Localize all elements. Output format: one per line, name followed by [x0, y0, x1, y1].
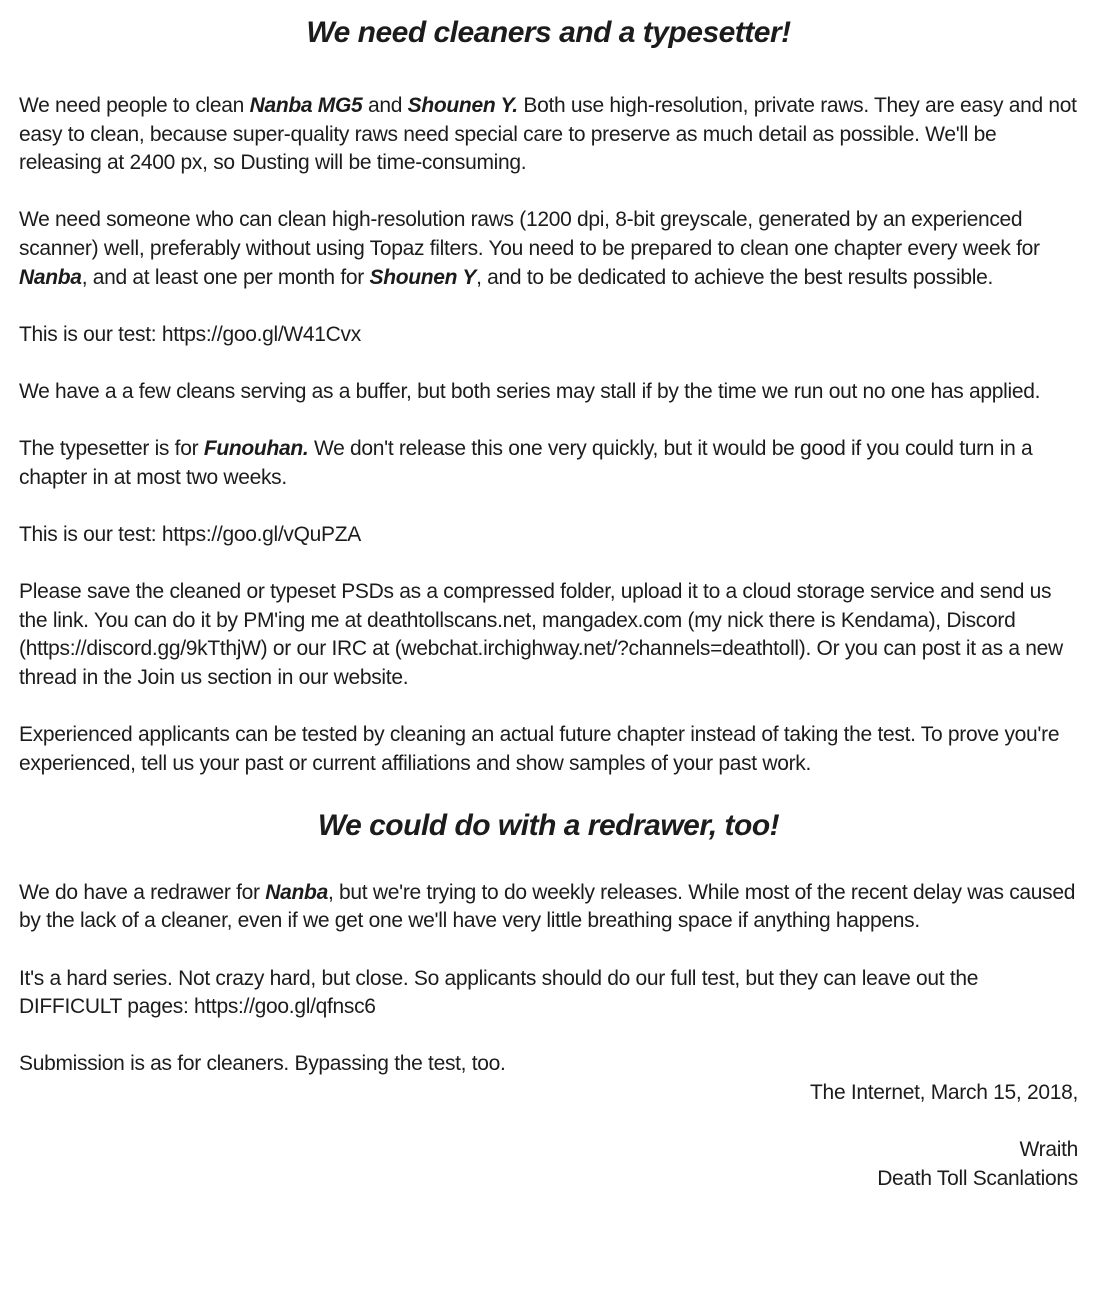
signature-dateline: The Internet, March 15, 2018,: [810, 1081, 1078, 1104]
series-title: Shounen Y.: [407, 94, 518, 117]
text-run: Please save the cleaned or typeset PSDs as a compressed folder, upload it to a cloud storage service and send us the link. You can do it by PM'ing me at deathtollscans.net, mangadex.com (my nick there is Kendama), Discord (: [19, 580, 1052, 661]
url-link[interactable]: https://goo.gl/vQuPZA: [161, 522, 361, 546]
series-title: Nanba: [19, 265, 82, 289]
paragraph: [19, 321, 1078, 350]
text-run: We need people to clean: [19, 94, 250, 117]
paragraph: [19, 965, 1078, 1022]
paragraph: [19, 378, 1078, 407]
paragraph: [19, 206, 1078, 292]
redrawer-heading: We could do with a redrawer, too!: [317, 808, 780, 842]
text-run: Submission is as for cleaners. Bypassing the test, too.: [19, 1052, 506, 1076]
text-run: We need someone who can clean high-resolution raws (1200 dpi, 8-bit greyscale, generated by an experienced scanner) well, preferably without using Topaz filters. You need to be prepared to clean one chapter every week for: [19, 208, 1040, 260]
cleaners-section: [19, 92, 1078, 778]
text-run: The typesetter is for: [19, 437, 204, 461]
paragraph: [19, 578, 1078, 692]
url-link[interactable]: https://goo.gl/qfnsc6: [194, 995, 376, 1019]
text-run: , and to be dedicated to achieve the best results possible.: [476, 265, 994, 289]
redrawer-section: [19, 879, 1078, 1079]
paragraph: [19, 879, 1078, 936]
signature-name: Wraith: [1019, 1138, 1078, 1162]
text-run: and: [362, 94, 408, 117]
text-run: This is our test:: [19, 322, 162, 346]
text-run: , and at least one per month for: [81, 265, 370, 289]
text-run: Both use high-resolution, private raws. They are easy and not easy to clean, because super-quality raws need special care to preserve as much detail as possible. We'll be releasing at 2400 px, so Dusting will be time-consuming.: [19, 94, 1077, 175]
text-run: We have a a few cleans serving as a buffer, but both series may stall if by the time we run out no one has applied.: [19, 379, 1041, 403]
paragraph: [19, 721, 1078, 778]
series-title: Shounen Y: [369, 265, 477, 289]
text-run: It's a hard series. Not crazy hard, but close. So applicants should do our full test, but they can leave out the DIFFICULT pages:: [19, 966, 979, 1019]
paragraph: [19, 1050, 1078, 1079]
text-run: This is our test:: [19, 522, 162, 546]
paragraph: [19, 521, 1078, 550]
text-run: , but we're trying to do weekly releases. While most of the recent delay was caused by the lack of a cleaner, even if we get one we'll have very little breathing space if anything happens.: [19, 880, 1076, 933]
text-run: Experienced applicants can be tested by cleaning an actual future chapter instead of taking the test. To prove you're experienced, tell us your past or current affiliations and show samples of your past work.: [19, 723, 1060, 775]
url-link[interactable]: https://discord.gg/9kTthjW: [25, 637, 261, 661]
text-run: We don't release this one very quickly, but it would be good if you could turn in a chapter in at most two weeks.: [19, 437, 1033, 489]
paragraph: [19, 435, 1078, 492]
text-run: We do have a redrawer for: [19, 880, 266, 904]
text-run: ) or our IRC at (webchat.irchighway.net/?channels=deathtoll). Or you can post it as a new thread in the Join us section in our website.: [19, 637, 1063, 689]
signature-group: Death Toll Scanlations: [877, 1166, 1078, 1190]
series-title: Funouhan.: [203, 437, 309, 461]
series-title: Nanba: [265, 880, 328, 904]
paragraph: [19, 92, 1078, 178]
cleaners-heading: We need cleaners and a typesetter!: [306, 16, 791, 49]
series-title: Nanba MG5: [249, 94, 363, 117]
url-link[interactable]: https://goo.gl/W41Cvx: [161, 322, 361, 346]
